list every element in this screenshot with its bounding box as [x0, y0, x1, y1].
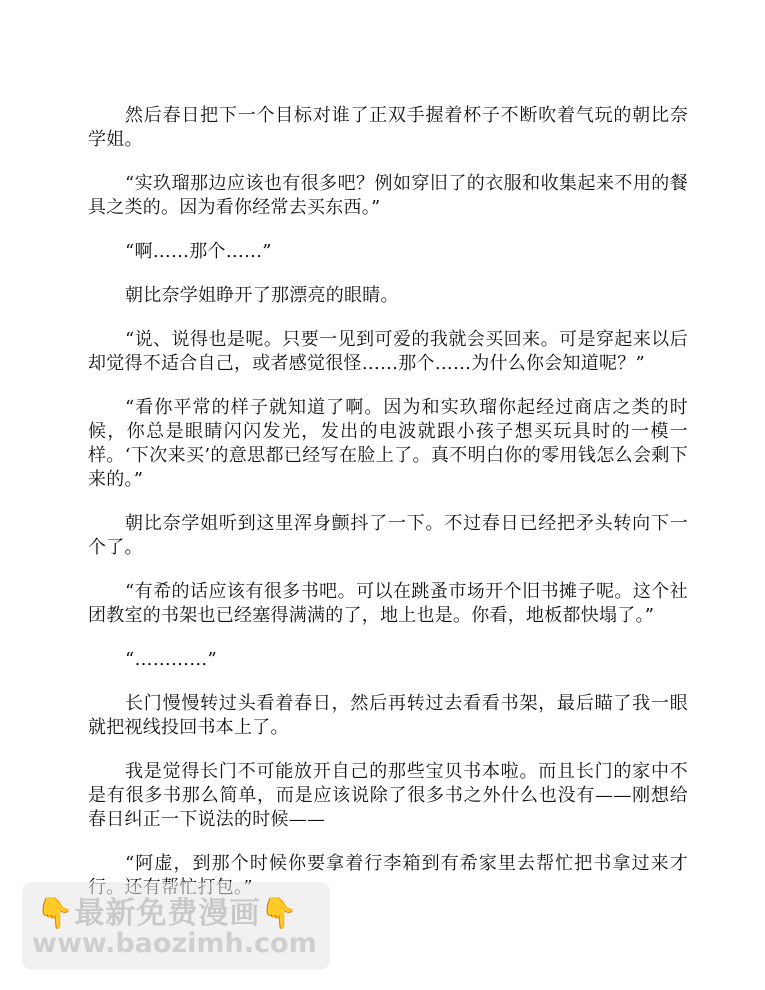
watermark-text: 最新免费漫画 [74, 896, 261, 931]
pointing-down-icon: 👇 [260, 896, 299, 931]
paragraph-11: 我是觉得长门不可能放开自己的那些宝贝书本啦。而且长门的家中不是有很多书那么简单，而是应该说除了很多书之外什么也没有——刚想给春日纠正一下说法的时候—— [88, 761, 688, 830]
document-body [88, 104, 688, 900]
paragraph-7: 朝比奈学姐听到这里浑身颤抖了一下。不过春日已经把矛头转向下一个了。 [88, 513, 688, 558]
paragraph-1: 然后春日把下一个目标对谁了正双手握着杯子不断吹着气玩的朝比奈学姐。 [88, 105, 688, 150]
watermark-url: www.baozimh.com [32, 928, 317, 959]
pointing-down-icon: 👇 [36, 896, 75, 931]
paragraph-10: 长门慢慢转过头看着春日，然后再转过去看看书架，最后瞄了我一眼就把视线投回书本上了。 [88, 693, 688, 738]
paragraph-8: “有希的话应该有很多书吧。可以在跳蚤市场开个旧书摊子呢。这个社团教室的书架也已经塞得满满的了，地上也是。你看，地板都快塌了。” [88, 581, 688, 626]
paragraph-2: “实玖瑠那边应该也有很多吧？例如穿旧了的衣服和收集起来不用的餐具之类的。因为看你经常去买东西。” [88, 173, 688, 218]
paragraph-4: 朝比奈学姐睁开了那漂亮的眼睛。 [125, 285, 399, 306]
watermark [22, 882, 330, 970]
paragraph-5: “说、说得也是呢。只要一见到可爱的我就会买回来。可是穿起来以后却觉得不适合自己，或者感觉很怪……那个……为什么你会知道呢？” [88, 329, 688, 374]
watermark-title [36, 888, 299, 932]
paragraph-9: “…………” [125, 649, 217, 670]
paragraph-12: “阿虚，到那个时候你要拿着行李箱到有希家里去帮忙把书拿过来才 [125, 853, 688, 874]
paragraph-3: “啊……那个……” [125, 241, 272, 262]
paragraph-6: “看你平常的样子就知道了啊。因为和实玖瑠你起经过商店之类的时候，你总是眼睛闪闪发光，发出的电波就跟小孩子想买玩具时的一模一样。‘下次来买’的意思都已经写在脸上了。真不明白你的零用钱怎么会剩下来的。” [88, 397, 688, 490]
